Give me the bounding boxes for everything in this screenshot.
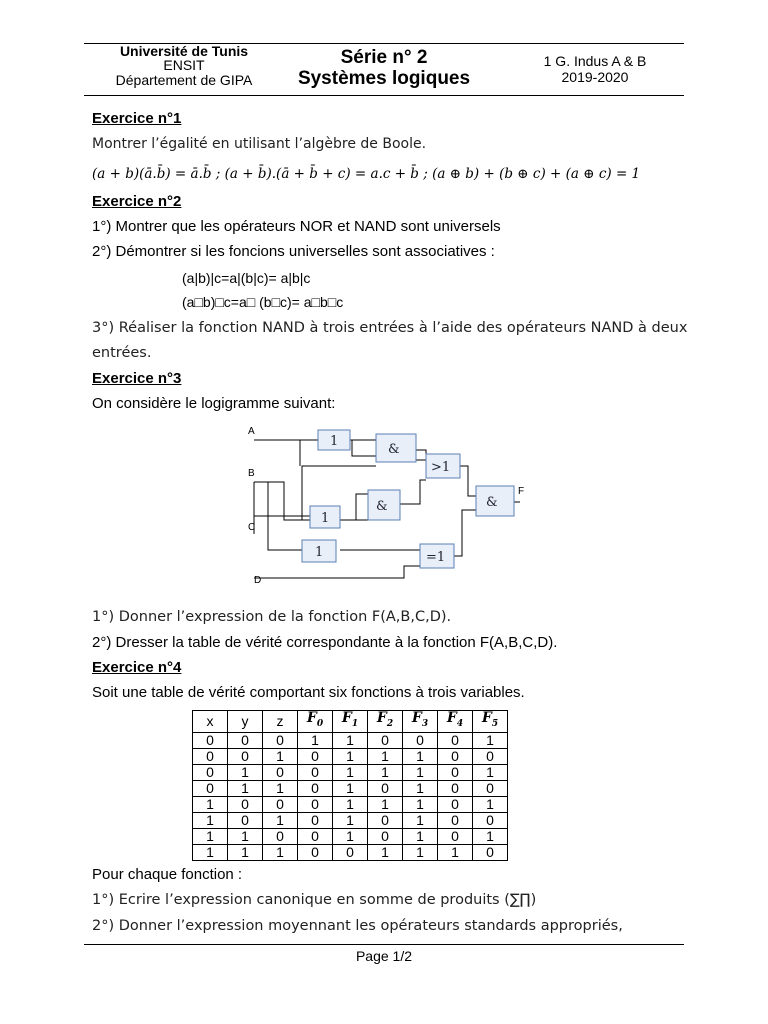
table-row: [193, 748, 508, 764]
exercise-2-eq2: (a□b)□c=a□ (b□c)= a□b□c: [182, 294, 344, 310]
table-cell: 0: [298, 844, 333, 860]
exercise-2-q2: 2°) Démontrer si les foncions universelles sont associatives :: [92, 243, 495, 260]
exercise-4-title: Exercice n°4: [92, 659, 182, 676]
table-row: [193, 764, 508, 780]
th-f3-sub: 3: [421, 718, 429, 729]
table-cell: 0: [438, 780, 473, 796]
table-row: [193, 812, 508, 828]
table-cell: 0: [368, 732, 403, 748]
table-cell: 1: [333, 764, 368, 780]
table-cell: 1: [368, 796, 403, 812]
table-cell: 0: [263, 796, 298, 812]
table-cell: 1: [263, 844, 298, 860]
exercise-1-text: Montrer l’égalité en utilisant l’algèbre de Boole.: [92, 136, 427, 152]
table-cell: 0: [438, 796, 473, 812]
table-cell: 0: [298, 748, 333, 764]
table-cell: 0: [368, 812, 403, 828]
table-cell: 0: [263, 732, 298, 748]
table-cell: 1: [403, 796, 438, 812]
table-cell: 1: [333, 828, 368, 844]
footer-rule: [84, 944, 684, 945]
input-b-label: B: [248, 468, 255, 479]
table-cell: 0: [228, 796, 263, 812]
th-f4: $F_4$: [438, 711, 473, 733]
table-cell: 0: [193, 780, 228, 796]
exercise-2-q3-line2: entrées.: [92, 345, 152, 361]
table-cell: 0: [193, 764, 228, 780]
table-cell: 1: [473, 732, 508, 748]
header-left: [84, 44, 284, 87]
school-name: ENSIT: [163, 57, 205, 73]
table-cell: 1: [333, 780, 368, 796]
gate-and-1-label: &: [388, 442, 400, 457]
table-cell: 0: [473, 780, 508, 796]
table-cell: 1: [403, 812, 438, 828]
exercise-2-eq1: (a|b)|c=a|(b|c)= a|b|c: [182, 270, 311, 286]
table-cell: 1: [333, 732, 368, 748]
th-f3: $F_3$: [403, 711, 438, 733]
table-cell: 1: [333, 748, 368, 764]
table-cell: 0: [473, 844, 508, 860]
table-row: [193, 732, 508, 748]
input-a-label: A: [248, 426, 255, 437]
gate-not-c-label: 1: [321, 511, 330, 526]
table-cell: 1: [368, 748, 403, 764]
exercise-4-q1: 1°) Ecrire l’expression canonique en somme de produits (∑∏): [92, 892, 537, 908]
exercise-2-q3-line1: 3°) Réaliser la fonction NAND à trois entrées à l’aide des opérateurs NAND à deux: [92, 320, 688, 336]
table-cell: 1: [403, 780, 438, 796]
gate-not-a-label: 1: [330, 434, 339, 449]
th-f0: $F_0$: [298, 711, 333, 733]
table-cell: 0: [403, 732, 438, 748]
th-f5-sub: 5: [491, 718, 499, 729]
exercise-1-title: Exercice n°1: [92, 110, 182, 127]
table-cell: 1: [403, 844, 438, 860]
table-cell: 1: [368, 844, 403, 860]
th-f0-sub: 0: [316, 718, 324, 729]
table-cell: 1: [403, 748, 438, 764]
table-cell: 0: [473, 812, 508, 828]
table-cell: 1: [473, 828, 508, 844]
table-cell: 1: [228, 844, 263, 860]
table-cell: 0: [298, 780, 333, 796]
table-cell: 0: [263, 764, 298, 780]
table-cell: 0: [473, 748, 508, 764]
table-cell: 1: [473, 764, 508, 780]
table-cell: 0: [438, 732, 473, 748]
input-d-label: D: [254, 575, 262, 586]
year-label: 2019-2020: [561, 69, 629, 85]
table-cell: 0: [438, 812, 473, 828]
th-y: y: [228, 711, 263, 733]
table-cell: 1: [193, 844, 228, 860]
table-cell: 1: [193, 796, 228, 812]
header-bottom-rule: [84, 95, 684, 96]
table-cell: 0: [298, 796, 333, 812]
table-cell: 1: [228, 828, 263, 844]
university-name: Université de Tunis: [119, 43, 249, 59]
table-cell: 0: [298, 764, 333, 780]
table-cell: 0: [193, 748, 228, 764]
table-cell: 0: [263, 828, 298, 844]
gate-and-final-label: &: [486, 495, 498, 510]
table-cell: 0: [228, 732, 263, 748]
th-f5: $F_5$: [473, 711, 508, 733]
table-cell: 1: [438, 844, 473, 860]
th-f1-sub: 1: [351, 718, 359, 729]
gate-or-label: >1: [431, 460, 451, 475]
exercise-4-intro: Soit une table de vérité comportant six fonctions à trois variables.: [92, 684, 525, 701]
header-right: [500, 53, 690, 85]
page-number: Page 1/2: [355, 948, 413, 964]
truth-table: [192, 710, 508, 861]
table-cell: 1: [263, 780, 298, 796]
exercise-1-formula: (a + b)(ā.b̄) = ā.b̄ ; (a + b̄).(ā + b̄ + c) = a.c + b̄ ; (a ⊕ b) + (b ⊕ c) + (a ⊕ c) = 1: [92, 166, 641, 182]
table-row: [193, 780, 508, 796]
th-z: z: [263, 711, 298, 733]
department-name: Département de GIPA: [115, 72, 253, 88]
exercise-2-title: Exercice n°2: [92, 193, 182, 210]
table-cell: 0: [438, 748, 473, 764]
table-cell: 1: [473, 796, 508, 812]
table-cell: 1: [333, 796, 368, 812]
table-cell: 0: [228, 748, 263, 764]
table-cell: 1: [263, 812, 298, 828]
th-x: x: [193, 711, 228, 733]
exercise-3-intro: On considère le logigramme suivant:: [92, 395, 336, 412]
exercise-3-q1: 1°) Donner l’expression de la fonction F(A,B,C,D).: [92, 609, 452, 625]
table-cell: 0: [333, 844, 368, 860]
header-center: [284, 47, 484, 89]
table-cell: 1: [403, 764, 438, 780]
output-f-label: F: [518, 486, 525, 497]
table-cell: 0: [368, 780, 403, 796]
table-cell: 0: [438, 764, 473, 780]
exercise-2-q1: 1°) Montrer que les opérateurs NOR et NAND sont universels: [92, 218, 501, 235]
th-f2-sub: 2: [386, 718, 394, 729]
table-cell: 1: [193, 828, 228, 844]
table-cell: 0: [193, 732, 228, 748]
table-row: [193, 828, 508, 844]
table-cell: 0: [228, 812, 263, 828]
th-f1: $F_1$: [333, 711, 368, 733]
exercise-3-q2: 2°) Dresser la table de vérité correspondante à la fonction F(A,B,C,D).: [92, 634, 558, 651]
table-cell: 1: [193, 812, 228, 828]
table-cell: 1: [333, 812, 368, 828]
exercise-4-q2: 2°) Donner l’expression moyennant les opérateurs standards appropriés,: [92, 918, 623, 934]
class-label: 1 G. Indus A & B: [543, 53, 647, 69]
table-cell: 0: [368, 828, 403, 844]
table-cell: 0: [298, 828, 333, 844]
exercise-4-after: Pour chaque fonction :: [92, 866, 243, 883]
table-cell: 1: [228, 780, 263, 796]
gate-and-2-label: &: [376, 499, 388, 514]
table-cell: 0: [298, 812, 333, 828]
table-cell: 1: [263, 748, 298, 764]
table-cell: 1: [298, 732, 333, 748]
table-cell: 1: [403, 828, 438, 844]
truth-table-header-row: [193, 711, 508, 733]
table-row: [193, 844, 508, 860]
th-f4-sub: 4: [456, 718, 464, 729]
truth-table-body: [193, 732, 508, 860]
gate-xor-label: =1: [426, 550, 446, 565]
gate-not-b-label: 1: [315, 545, 324, 560]
exercise-3-title: Exercice n°3: [92, 370, 182, 387]
input-c-label: C: [248, 522, 256, 533]
subject-title: Systèmes logiques: [297, 68, 471, 89]
table-cell: 0: [438, 828, 473, 844]
table-cell: 1: [228, 764, 263, 780]
table-cell: 1: [368, 764, 403, 780]
logic-diagram: [240, 420, 540, 592]
table-row: [193, 796, 508, 812]
series-title: Série n° 2: [340, 47, 428, 68]
th-f2: $F_2$: [368, 711, 403, 733]
